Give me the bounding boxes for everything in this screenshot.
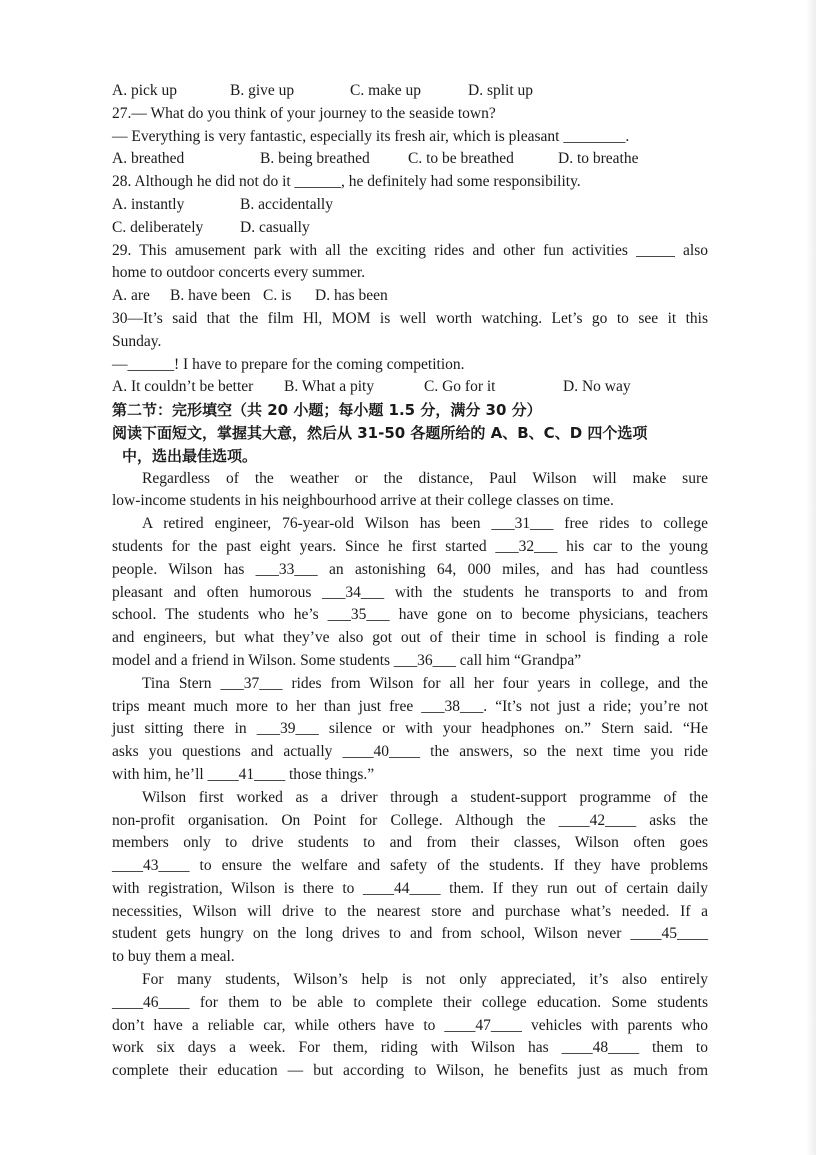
q30-option-d: D. No way <box>563 378 631 396</box>
q26-option-d: D. split up <box>468 82 534 99</box>
passage-line: school. The students who he’s ___35___ have gone on to become physicians, teachers <box>112 606 708 624</box>
q29-option-c: C. is <box>263 287 292 305</box>
q30-stem-line1: 30—It’s said that the film Hl, MOM is well worth watching. Let’s go to see it this <box>112 309 708 327</box>
passage-line: trips meant much more to her than just free ___38___. “It’s not just a ride; you’re not <box>112 697 708 715</box>
scan-edge <box>806 0 816 1155</box>
passage-line: Regardless of the weather or the distance, Paul Wilson will make sure <box>142 469 708 487</box>
q30-option-a: A. It couldn’t be better <box>112 378 254 396</box>
passage-paragraph-4 <box>112 787 708 969</box>
q28-option-b: B. accidentally <box>240 195 333 213</box>
q30-options <box>112 376 708 399</box>
q29-option-a: A. are <box>112 287 150 305</box>
passage-line: model and a friend in Wilson. Some students ___36___ call him “Grandpa” <box>112 651 582 669</box>
q29-option-d: D. has been <box>315 287 388 305</box>
cloze-passage <box>112 468 708 1084</box>
q30-option-c: C. Go for it <box>424 378 496 396</box>
q30-reply: —______! I have to prepare for the coming competition. <box>112 355 465 373</box>
q27-option-d: D. to breathe <box>558 150 639 168</box>
q26-option-b: B. give up <box>230 82 295 99</box>
passage-line: Tina Stern ___37___ rides from Wilson for all her four years in college, and the <box>142 674 708 692</box>
q28-option-d: D. casually <box>240 218 310 236</box>
q27-reply: — Everything is very fantastic, especially its fresh air, which is pleasant ________. <box>112 127 630 145</box>
q27-option-b: B. being breathed <box>260 150 370 168</box>
passage-line: ____46____ for them to be able to complete their college education. Some students <box>112 993 708 1011</box>
q27-stem: 27.— What do you think of your journey to the seaside town? <box>112 104 496 122</box>
q28-option-c: C. deliberately <box>112 218 204 236</box>
passage-paragraph-1 <box>112 468 708 514</box>
q29-options <box>112 285 708 308</box>
q27-options <box>112 148 708 171</box>
q26-option-c: C. make up <box>350 82 422 99</box>
passage-line: complete their education — but according to Wilson, he benefits just as much from <box>112 1062 708 1080</box>
q29-option-b: B. have been <box>170 287 251 305</box>
q30-option-b: B. What a pity <box>284 378 375 396</box>
passage-line: students for the past eight years. Since he first started ___32___ his car to the young <box>112 537 708 555</box>
passage-line: members only to drive students to and from their classes, Wilson often goes <box>112 834 708 852</box>
passage-line: low-income students in his neighbourhood arrive at their college classes on time. <box>112 492 614 510</box>
q26-options <box>112 80 708 103</box>
section-instruction-line2: 中，选出最佳选项。 <box>122 446 258 465</box>
q28-options-row1 <box>112 194 708 217</box>
passage-line: Wilson first worked as a driver through a student-support programme of the <box>142 788 708 806</box>
passage-line: with him, he’ll ____41____ those things.” <box>112 765 375 783</box>
passage-line: non-profit organisation. On Point for College. Although the ____42____ asks the <box>112 811 708 829</box>
passage-line: with registration, Wilson is there to ____44____ them. If they run out of certain daily <box>112 879 708 897</box>
q29-stem-line1: 29. This amusement park with all the exciting rides and other fun activities _____ also <box>112 241 708 259</box>
passage-paragraph-5 <box>112 969 708 1083</box>
passage-line: and engineers, but what they’ve also got out of their time in school is finding a role <box>112 629 708 647</box>
passage-line: A retired engineer, 76-year-old Wilson has been ___31___ free rides to college <box>142 515 708 533</box>
passage-line: don’t have a reliable car, while others have to ____47____ vehicles with parents who <box>112 1016 708 1034</box>
passage-line: to buy them a meal. <box>112 948 235 966</box>
exam-page <box>112 80 708 1083</box>
q28-stem: 28. Although he did not do it ______, he definitely had some responsibility. <box>112 173 581 191</box>
passage-line: For many students, Wilson’s help is not only appreciated, it’s also entirely <box>142 971 708 989</box>
q28-option-a: A. instantly <box>112 195 185 213</box>
section-title: 第二节：完形填空（共 20 小题；每小题 1.5 分，满分 30 分） <box>112 401 542 420</box>
q29-stem-line2: home to outdoor concerts every summer. <box>112 264 366 282</box>
passage-line: work six days a week. For them, riding with Wilson has ____48____ them to <box>112 1039 708 1057</box>
passage-line: pleasant and often humorous ___34___ with the students he transports to and from <box>112 583 708 601</box>
q27-option-a: A. breathed <box>112 150 185 168</box>
passage-line: ____43____ to ensure the welfare and safety of the students. If they have problems <box>112 857 708 875</box>
section-instruction-line1: 阅读下面短文，掌握其大意，然后从 31-50 各题所给的 A、B、C、D 四个选项 <box>112 423 648 442</box>
q30-stem-line2: Sunday. <box>112 332 162 350</box>
q27-option-c: C. to be breathed <box>408 150 514 168</box>
passage-line: just sitting there in ___39___ silence or with your headphones on.” Stern said. “He <box>112 720 708 738</box>
passage-paragraph-3 <box>112 673 708 787</box>
q28-options-row2 <box>112 217 708 240</box>
passage-paragraph-2 <box>112 513 708 673</box>
q26-option-a: A. pick up <box>112 82 178 99</box>
passage-line: people. Wilson has ___33___ an astonishing 64, 000 miles, and has had countless <box>112 560 708 578</box>
passage-line: student gets hungry on the long drives to and from school, Wilson never ____45____ <box>112 925 708 943</box>
passage-line: necessities, Wilson will drive to the nearest store and purchase what’s needed. If a <box>112 902 708 920</box>
passage-line: asks you questions and actually ____40____ the answers, so the next time you ride <box>112 743 708 761</box>
